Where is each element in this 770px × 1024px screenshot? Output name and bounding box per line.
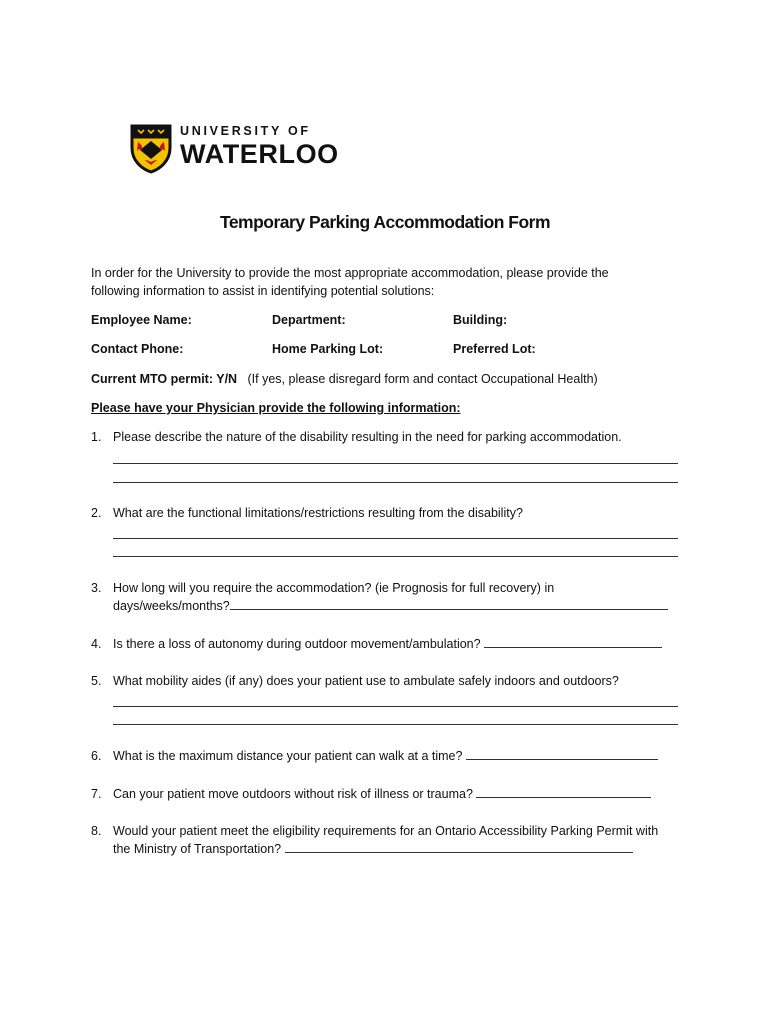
logo-line-university-of: UNIVERSITY OF	[180, 124, 311, 138]
question-8-answer-blank[interactable]	[285, 841, 633, 853]
question-6-text: What is the maximum distance your patient can walk at a time?	[113, 749, 463, 763]
mto-permit-label: Current MTO permit: Y/N	[91, 372, 238, 386]
question-8-continuation	[113, 840, 633, 858]
physician-heading: Please have your Physician provide the following information:	[91, 401, 461, 415]
question-2-number: 2.	[91, 506, 102, 520]
question-8-text-line-2: the Ministry of Transportation?	[113, 842, 282, 856]
intro-paragraph	[91, 264, 609, 300]
intro-line-2: following information to assist in identifying potential solutions:	[91, 284, 435, 298]
question-5-number: 5.	[91, 674, 102, 688]
question-7-text: Can your patient move outdoors without risk of illness or trauma?	[113, 787, 473, 801]
building-label: Building:	[453, 313, 508, 327]
question-4-answer-blank[interactable]	[484, 636, 662, 648]
question-8-text: Would your patient meet the eligibility requirements for an Ontario Accessibility Parking Permit with	[113, 824, 659, 838]
contact-phone-label: Contact Phone:	[91, 342, 184, 356]
question-4-text: Is there a loss of autonomy during outdoor movement/ambulation?	[113, 637, 481, 651]
question-1-answer-line-1[interactable]	[113, 463, 678, 464]
question-3-text-line-2: days/weeks/months?	[113, 599, 230, 613]
crest-icon	[130, 124, 172, 174]
home-parking-lot-label: Home Parking Lot:	[272, 342, 384, 356]
question-2-answer-line-2[interactable]	[113, 556, 678, 557]
question-7-row	[113, 785, 651, 803]
question-4-row	[113, 635, 662, 653]
department-label: Department:	[272, 313, 346, 327]
university-logo	[130, 124, 339, 174]
question-7-answer-blank[interactable]	[476, 786, 651, 798]
intro-line-1: In order for the University to provide the most appropriate accommodation, please provide the	[91, 266, 609, 280]
question-5-text: What mobility aides (if any) does your patient use to ambulate safely indoors and outdoors?	[113, 674, 619, 688]
question-2-answer-line-1[interactable]	[113, 538, 678, 539]
logo-line-waterloo: WATERLOO	[180, 138, 339, 169]
question-6-row	[113, 747, 658, 765]
question-5-answer-line-1[interactable]	[113, 706, 678, 707]
question-1-text: Please describe the nature of the disability resulting in the need for parking accommodation.	[113, 430, 622, 444]
question-3-continuation	[113, 597, 668, 615]
question-5-answer-line-2[interactable]	[113, 724, 678, 725]
form-title: Temporary Parking Accommodation Form	[219, 212, 551, 232]
mto-permit-row	[91, 370, 598, 388]
employee-name-label: Employee Name:	[91, 313, 192, 327]
question-3-number: 3.	[91, 581, 102, 595]
preferred-lot-label: Preferred Lot:	[453, 342, 536, 356]
question-3-text: How long will you require the accommodation? (ie Prognosis for full recovery) in	[113, 581, 555, 595]
question-1-number: 1.	[91, 430, 102, 444]
mto-permit-note: (If yes, please disregard form and contact Occupational Health)	[247, 372, 598, 386]
question-3-answer-blank[interactable]	[230, 598, 668, 610]
question-6-number: 6.	[91, 749, 102, 763]
question-4-number: 4.	[91, 637, 102, 651]
question-2-text: What are the functional limitations/restrictions resulting from the disability?	[113, 506, 523, 520]
question-8-number: 8.	[91, 824, 102, 838]
question-6-answer-blank[interactable]	[466, 748, 658, 760]
question-1-answer-line-2[interactable]	[113, 482, 678, 483]
question-7-number: 7.	[91, 787, 102, 801]
